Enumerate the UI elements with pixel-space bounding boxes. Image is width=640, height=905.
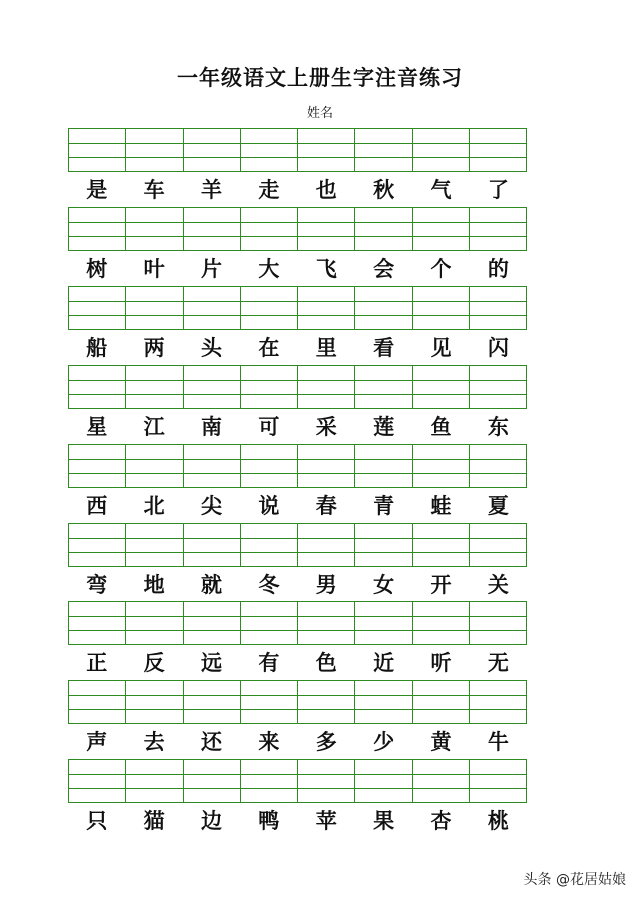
hanzi-character: 北: [143, 493, 165, 518]
hanzi-character: 车: [143, 177, 165, 202]
hanzi-character: 采: [315, 414, 337, 439]
character-row: [68, 491, 527, 521]
hanzi-character: 只: [86, 808, 108, 833]
hanzi-character: 远: [200, 650, 222, 675]
hanzi-character: 看: [373, 335, 395, 360]
pinyin-grid: [68, 365, 527, 409]
hanzi-character: 可: [258, 414, 280, 439]
pinyin-cell[interactable]: [184, 287, 241, 329]
pinyin-cell[interactable]: [126, 445, 183, 487]
pinyin-cell[interactable]: [69, 602, 126, 644]
character-row: [68, 333, 527, 363]
pinyin-cell[interactable]: [241, 681, 298, 723]
pinyin-cell[interactable]: [69, 287, 126, 329]
pinyin-grid: [68, 286, 527, 330]
character-row: [68, 648, 527, 678]
character-row: [68, 570, 527, 600]
pinyin-cell[interactable]: [298, 681, 355, 723]
pinyin-cell[interactable]: [413, 524, 470, 566]
hanzi-character: 见: [430, 335, 452, 360]
hanzi-character: 了: [487, 177, 509, 202]
hanzi-character: 个: [430, 256, 452, 281]
hanzi-character: 无: [487, 650, 509, 675]
hanzi-character: 反: [143, 650, 165, 675]
pinyin-cell[interactable]: [69, 681, 126, 723]
pinyin-cell[interactable]: [126, 681, 183, 723]
pinyin-cell[interactable]: [241, 287, 298, 329]
pinyin-cell[interactable]: [355, 760, 412, 802]
pinyin-cell[interactable]: [241, 208, 298, 250]
hanzi-character: 杏: [430, 808, 452, 833]
pinyin-cell[interactable]: [298, 366, 355, 408]
hanzi-character: 两: [143, 335, 165, 360]
pinyin-cell[interactable]: [69, 366, 126, 408]
pinyin-cell[interactable]: [69, 524, 126, 566]
pinyin-cell[interactable]: [470, 287, 526, 329]
pinyin-cell[interactable]: [470, 602, 526, 644]
pinyin-cell[interactable]: [298, 524, 355, 566]
pinyin-cell[interactable]: [413, 366, 470, 408]
pinyin-cell[interactable]: [413, 602, 470, 644]
pinyin-cell[interactable]: [126, 129, 183, 171]
hanzi-character: 星: [86, 414, 108, 439]
hanzi-character: 近: [373, 650, 395, 675]
pinyin-cell[interactable]: [355, 366, 412, 408]
hanzi-character: 东: [487, 414, 509, 439]
character-row: [68, 727, 527, 757]
hanzi-character: 尖: [200, 493, 222, 518]
pinyin-cell[interactable]: [470, 129, 526, 171]
hanzi-character: 多: [315, 729, 337, 754]
hanzi-character: 冬: [258, 572, 280, 597]
pinyin-cell[interactable]: [413, 681, 470, 723]
pinyin-grid: [68, 128, 527, 172]
pinyin-cell[interactable]: [470, 366, 526, 408]
pinyin-grid: [68, 601, 527, 645]
hanzi-character: 苹: [315, 808, 337, 833]
hanzi-character: 头: [200, 335, 222, 360]
pinyin-grid: [68, 759, 527, 803]
pinyin-cell[interactable]: [355, 129, 412, 171]
hanzi-character: 是: [86, 177, 108, 202]
pinyin-cell[interactable]: [241, 445, 298, 487]
pinyin-cell[interactable]: [298, 287, 355, 329]
character-row: [68, 254, 527, 284]
pinyin-cell[interactable]: [184, 366, 241, 408]
pinyin-cell[interactable]: [126, 602, 183, 644]
hanzi-character: 在: [258, 335, 280, 360]
hanzi-character: 秋: [373, 177, 395, 202]
pinyin-cell[interactable]: [241, 129, 298, 171]
pinyin-grid: [68, 444, 527, 488]
hanzi-character: 黄: [430, 729, 452, 754]
pinyin-cell[interactable]: [470, 524, 526, 566]
pinyin-cell[interactable]: [470, 681, 526, 723]
hanzi-character: 飞: [315, 256, 337, 281]
pinyin-cell[interactable]: [298, 602, 355, 644]
pinyin-cell[interactable]: [413, 445, 470, 487]
pinyin-cell[interactable]: [413, 208, 470, 250]
hanzi-character: 会: [373, 256, 395, 281]
hanzi-character: 大: [258, 256, 280, 281]
pinyin-cell[interactable]: [355, 681, 412, 723]
pinyin-cell[interactable]: [241, 524, 298, 566]
hanzi-character: 色: [315, 650, 337, 675]
hanzi-character: 男: [315, 572, 337, 597]
hanzi-character: 关: [487, 572, 509, 597]
pinyin-cell[interactable]: [355, 602, 412, 644]
hanzi-character: 青: [373, 493, 395, 518]
pinyin-grid: [68, 523, 527, 567]
pinyin-cell[interactable]: [413, 287, 470, 329]
pinyin-cell[interactable]: [241, 760, 298, 802]
pinyin-cell[interactable]: [69, 760, 126, 802]
pinyin-cell[interactable]: [298, 760, 355, 802]
hanzi-character: 去: [143, 729, 165, 754]
hanzi-character: 羊: [200, 177, 222, 202]
hanzi-character: 开: [430, 572, 452, 597]
hanzi-character: 有: [258, 650, 280, 675]
character-row: [68, 806, 527, 836]
hanzi-character: 蛙: [430, 493, 452, 518]
pinyin-cell[interactable]: [355, 445, 412, 487]
pinyin-cell[interactable]: [69, 445, 126, 487]
pinyin-cell[interactable]: [298, 445, 355, 487]
pinyin-cell[interactable]: [413, 760, 470, 802]
hanzi-character: 猫: [143, 808, 165, 833]
hanzi-character: 走: [258, 177, 280, 202]
character-row: [68, 175, 527, 205]
hanzi-character: 气: [430, 177, 452, 202]
pinyin-cell[interactable]: [298, 129, 355, 171]
character-row: [68, 412, 527, 442]
hanzi-character: 的: [487, 256, 509, 281]
pinyin-cell[interactable]: [69, 208, 126, 250]
hanzi-character: 弯: [86, 572, 108, 597]
hanzi-character: 女: [373, 572, 395, 597]
hanzi-character: 春: [315, 493, 337, 518]
pinyin-cell[interactable]: [184, 681, 241, 723]
hanzi-character: 听: [430, 650, 452, 675]
pinyin-cell[interactable]: [126, 760, 183, 802]
name-label: 姓名: [306, 106, 333, 121]
hanzi-character: 少: [373, 729, 395, 754]
hanzi-character: 说: [258, 493, 280, 518]
pinyin-cell[interactable]: [184, 760, 241, 802]
pinyin-cell[interactable]: [126, 287, 183, 329]
hanzi-character: 声: [86, 729, 108, 754]
hanzi-character: 鸭: [258, 808, 280, 833]
pinyin-cell[interactable]: [184, 602, 241, 644]
pinyin-cell[interactable]: [241, 602, 298, 644]
pinyin-cell[interactable]: [470, 445, 526, 487]
hanzi-character: 西: [86, 493, 108, 518]
pinyin-cell[interactable]: [126, 366, 183, 408]
hanzi-character: 南: [200, 414, 222, 439]
hanzi-character: 夏: [487, 493, 509, 518]
hanzi-character: 牛: [487, 729, 509, 754]
hanzi-character: 里: [315, 335, 337, 360]
pinyin-cell[interactable]: [355, 208, 412, 250]
hanzi-character: 鱼: [430, 414, 452, 439]
pinyin-cell[interactable]: [184, 524, 241, 566]
pinyin-cell[interactable]: [184, 208, 241, 250]
pinyin-cell[interactable]: [355, 524, 412, 566]
hanzi-character: 桃: [487, 808, 509, 833]
hanzi-character: 叶: [143, 256, 165, 281]
pinyin-cell[interactable]: [413, 129, 470, 171]
pinyin-cell[interactable]: [126, 208, 183, 250]
hanzi-character: 也: [315, 177, 337, 202]
hanzi-character: 地: [143, 572, 165, 597]
pinyin-cell[interactable]: [355, 287, 412, 329]
hanzi-character: 莲: [373, 414, 395, 439]
pinyin-cell[interactable]: [470, 208, 526, 250]
hanzi-character: 果: [373, 808, 395, 833]
hanzi-character: 片: [200, 256, 222, 281]
pinyin-cell[interactable]: [69, 129, 126, 171]
pinyin-cell[interactable]: [470, 760, 526, 802]
hanzi-character: 来: [258, 729, 280, 754]
pinyin-cell[interactable]: [241, 366, 298, 408]
hanzi-character: 闪: [487, 335, 509, 360]
page-title: 一年级语文上册生字注音练习: [177, 65, 463, 90]
hanzi-character: 正: [86, 650, 108, 675]
hanzi-character: 还: [200, 729, 222, 754]
watermark: 头条 @花居姑娘: [523, 872, 626, 888]
hanzi-character: 边: [200, 808, 222, 833]
hanzi-character: 江: [143, 414, 165, 439]
pinyin-cell[interactable]: [298, 208, 355, 250]
hanzi-character: 船: [86, 335, 108, 360]
pinyin-grid: [68, 207, 527, 251]
pinyin-cell[interactable]: [126, 524, 183, 566]
pinyin-grid: [68, 680, 527, 724]
hanzi-character: 就: [200, 572, 222, 597]
pinyin-cell[interactable]: [184, 129, 241, 171]
pinyin-cell[interactable]: [184, 445, 241, 487]
hanzi-character: 树: [86, 256, 108, 281]
